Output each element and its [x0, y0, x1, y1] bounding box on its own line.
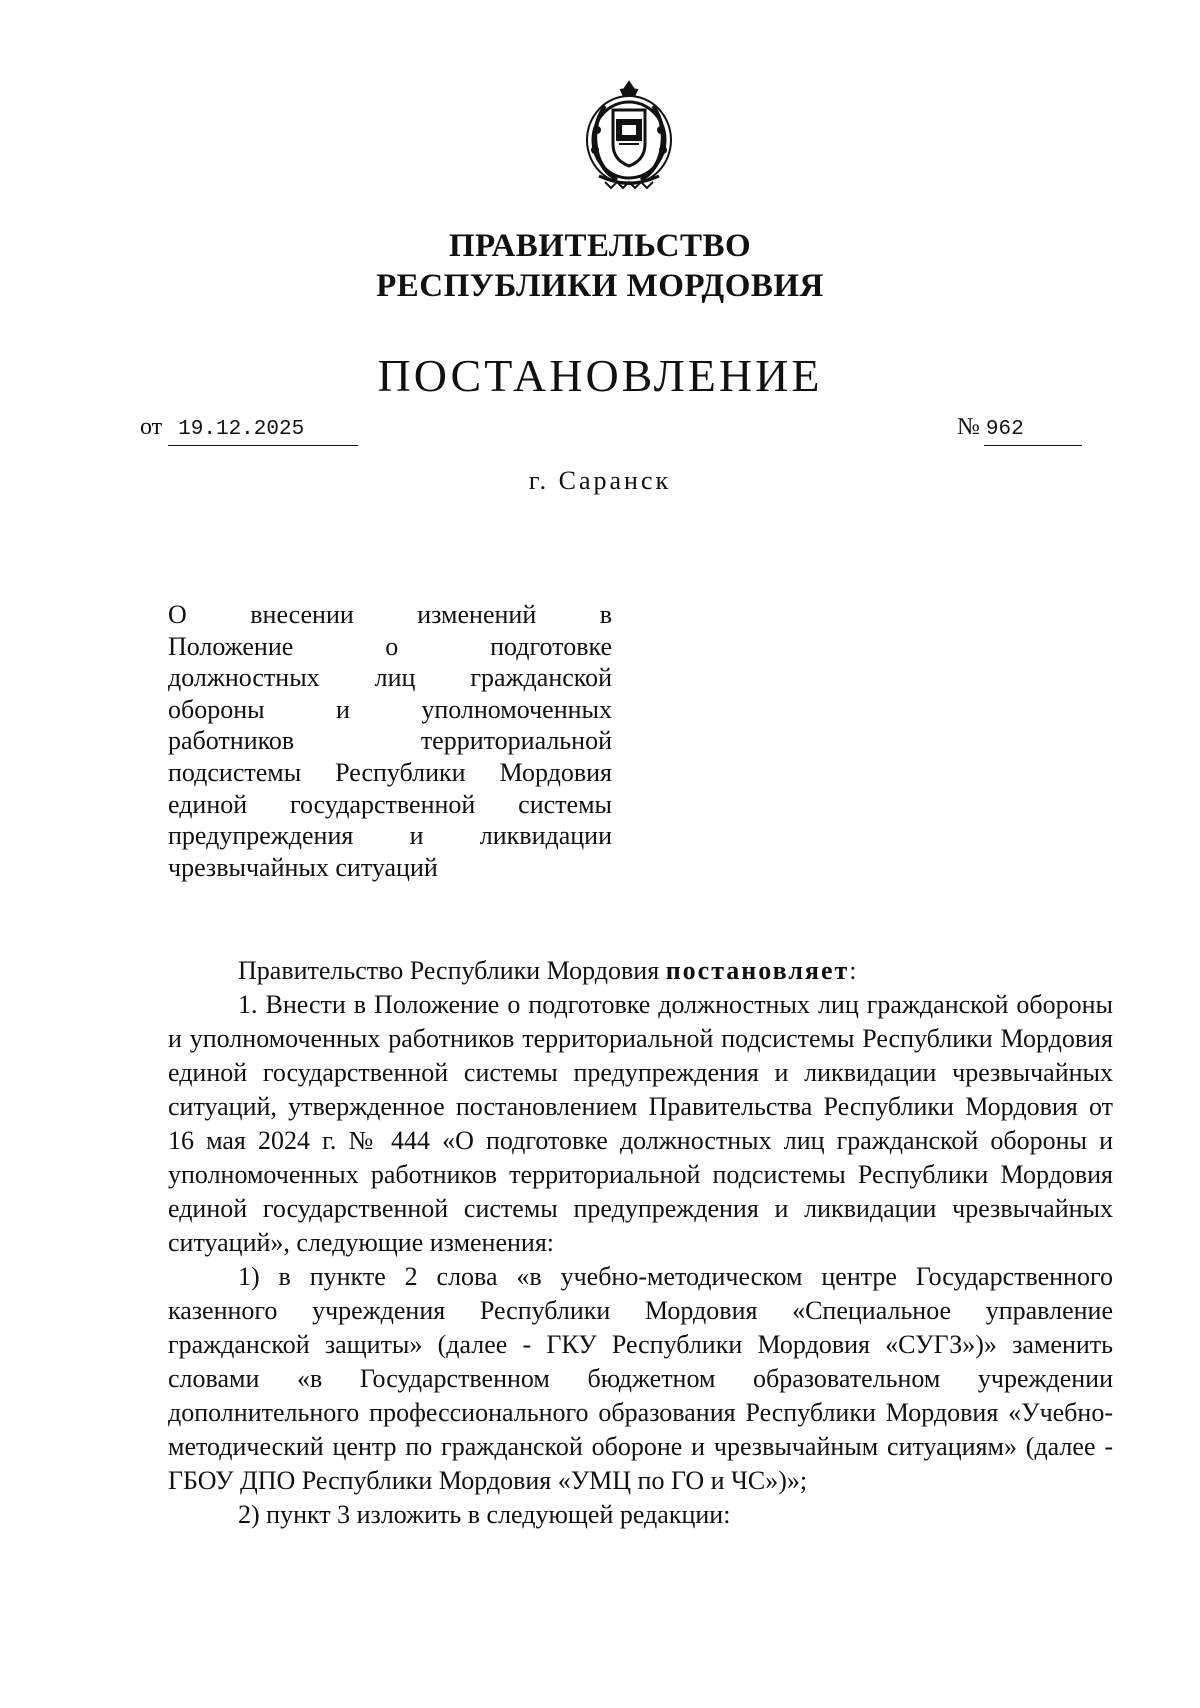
subject-line: О внесении изменений в: [168, 600, 612, 629]
subject-line: работников территориальной: [168, 726, 612, 756]
intro-resolves: постановляет: [665, 956, 850, 985]
number-prefix: №: [957, 414, 980, 440]
body-paragraph-1: 1. Внести в Положение о подготовке должностных лиц гражданской обороны и уполномоченных работников территориальной подсистемы Республики Мордовия единой государственной системы предупреждения и ликвидации чрезвычайных ситуаций, утвержденное постановлением Правительства Республики Мордовия от 16 мая 2024 г. № 444 «О подготовке должностных лиц гражданской обороны и уполномоченных работников территориальной подсистемы Республики Мордовия единой государственной системы предупреждения и ликвидации чрезвычайных ситуаций», следующие изменения:: [168, 990, 1113, 1257]
document-date: 19.12.2025: [168, 415, 358, 446]
subject-line: Положение о подготовке: [168, 631, 612, 661]
document-subject: [168, 599, 612, 883]
subject-line: чрезвычайных ситуаций: [168, 852, 438, 882]
body-paragraph-3: 2) пункт 3 изложить в следующей редакции:: [238, 1500, 731, 1529]
intro-colon: :: [849, 956, 857, 985]
subject-line: должностных лиц гражданской: [168, 663, 612, 693]
subject-line: предупреждения и ликвидации: [168, 821, 612, 851]
org-name-line1: ПРАВИТЕЛЬСТВО: [448, 228, 752, 264]
date-prefix: от: [140, 414, 163, 440]
subject-line: единой государственной системы: [168, 789, 612, 819]
document-body: [168, 954, 1113, 1532]
document-number: 962: [984, 415, 1082, 446]
body-intro: [168, 954, 1113, 988]
body-paragraph-2: 1) в пункте 2 слова «в учебно-методическом центре Государственного казенного учреждения Республики Мордовия «Специальное управление гражданской защиты» (далее - ГКУ Республики Мордовия «СУГЗ»)» заменить словами «в Государственном бюджетном образовательном учреждении дополнительного профессионального образования Республики Мордовия «Учебно-методический центр по гражданской обороне и чрезвычайным ситуациям» (далее - ГБОУ ДПО Республики Мордовия «УМЦ по ГО и ЧС»)»;: [168, 1262, 1113, 1495]
subject-line: подсистемы Республики Мордовия: [168, 757, 612, 787]
document-type: ПОСТАНОВЛЕНИЕ: [377, 350, 823, 401]
mordovia-coat-of-arms-icon: [575, 80, 683, 192]
subject-line: обороны и уполномоченных: [168, 694, 612, 724]
number-row: [957, 412, 1082, 446]
date-row: [140, 412, 358, 446]
intro-text: Правительство Республики Мордовия: [238, 956, 666, 985]
city: г. Саранск: [528, 466, 672, 495]
org-name-line2: РЕСПУБЛИКИ МОРДОВИЯ: [376, 268, 824, 304]
